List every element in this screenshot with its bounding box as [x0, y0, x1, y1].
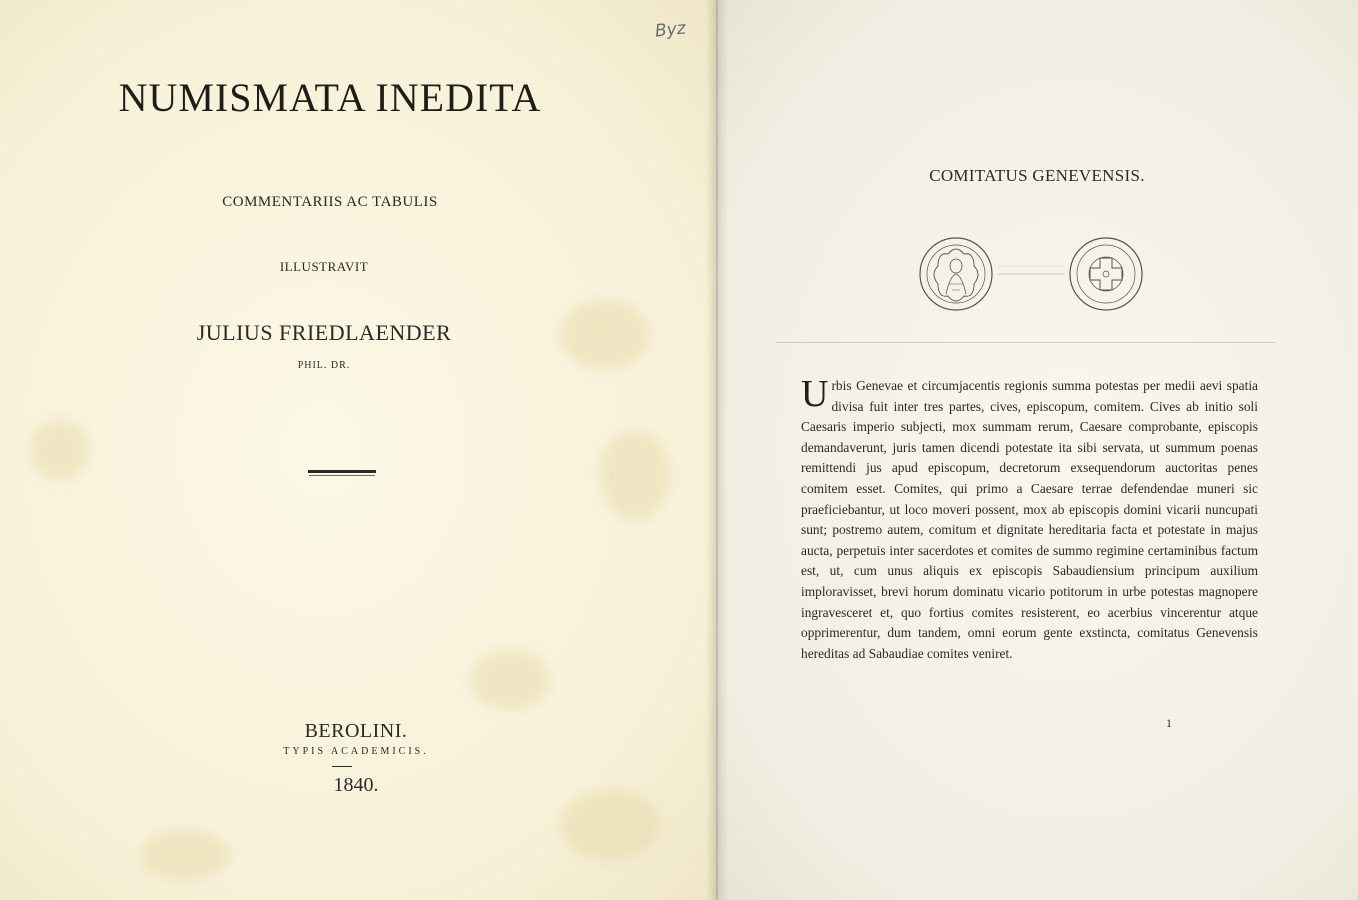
- paper-stain: [140, 830, 230, 880]
- coin-illustration-icon: [916, 236, 1148, 316]
- imprint-year: 1840.: [333, 774, 379, 796]
- body-text: rbis Genevae et circumjacentis regionis summa potestas per medii aevi spatia divisa fuit inter tres partes, cives, episcopum, comitem. Cives ab initio soli Caesaris imperio subjecti, mox summam rerum, Caesare comprobante, episcopis demandaverunt, juris tamen dicendi potestate ita sibi servata, ut summum poenas remittendi jus apud episcopum, decretorum exsequendorum auctoritas penes comitem esset. Comites, qui primo a Caesare terrae defendendae muneri sic praeficiebantur, ut loco moveri possent, mox ab episcopis domini vicarii nuncupati sunt; postremo autem, comitum et dignitate hereditaria facta et potestate in majus aucta, perpetuis inter sacerdotes et comites de summo regimine certaminibus factum est, ut, cum unus aliquis ex episcopis Sabaudiensium principum auxilium imploravisset, brevi horum dominatu vicario potitorum in urbe potestas magnopere ingravesceret et, quo fortius comites resisterent, eo acerbius vincerentur atque opprimerentur, dum tandem, omni eorum gente exstincta, comitatus Genevensis hereditas ad Sabaudiae comites veniret.: [801, 378, 1258, 661]
- paper-stain: [560, 790, 660, 860]
- paper-stain: [30, 420, 90, 480]
- imprint-rule: [332, 766, 352, 767]
- subtitle-commentariis: COMMENTARIIS AC TABULIS: [222, 194, 438, 210]
- title-rule: [308, 470, 376, 473]
- imprint-place: BEROLINI.: [304, 720, 408, 742]
- body-paragraph: [801, 373, 1258, 664]
- coin-reverse-icon: [1070, 238, 1142, 310]
- page-number: 1: [1166, 716, 1172, 730]
- coin-rule: [776, 342, 1276, 343]
- author-degree: PHIL. DR.: [297, 360, 351, 371]
- drop-cap: U: [801, 373, 829, 415]
- imprint-press: TYPIS ACADEMICIS.: [283, 746, 429, 757]
- author-name: JULIUS FRIEDLAENDER: [196, 320, 452, 345]
- coin-obverse-icon: [920, 238, 992, 310]
- paper-stain: [470, 650, 550, 710]
- book-title: NUMISMATA INEDITA: [118, 75, 542, 120]
- section-heading: COMITATUS GENEVENSIS.: [929, 166, 1145, 185]
- subtitle-illustravit: ILLUSTRAVIT: [279, 259, 369, 274]
- paper-stain: [600, 430, 670, 520]
- shelfmark-annotation: Byz: [654, 18, 687, 42]
- text-page: [716, 0, 1358, 900]
- book-gutter: [706, 0, 728, 900]
